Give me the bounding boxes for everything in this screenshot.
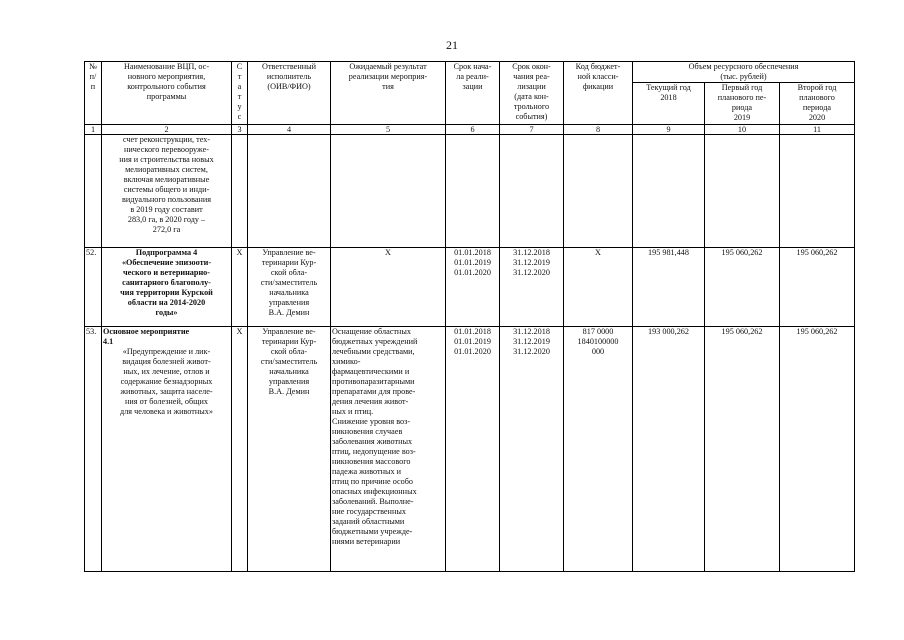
page-number: 21 bbox=[446, 38, 458, 52]
column-number: 4 bbox=[248, 125, 331, 135]
header-end: Срок окон- чания реа- лизации (дата кон- трольного события) bbox=[500, 62, 564, 125]
amount-2018-cell: 193 000,262 bbox=[633, 327, 705, 572]
table-row-53 bbox=[85, 327, 855, 572]
amount-2020-cell: 195 060,262 bbox=[780, 327, 855, 572]
header-code: Код бюджет- ной класси- фикации bbox=[564, 62, 633, 125]
column-number: 11 bbox=[780, 125, 855, 135]
main-activity-title: Основное мероприятие 4.1 bbox=[103, 327, 190, 346]
header-row-1 bbox=[85, 62, 855, 83]
table-row-52 bbox=[85, 248, 855, 327]
main-activity-name bbox=[102, 327, 232, 572]
column-number: 6 bbox=[446, 125, 500, 135]
column-number: 2 bbox=[102, 125, 232, 135]
end-date-cell: 31.12.2018 31.12.2019 31.12.2020 bbox=[500, 327, 564, 572]
status-cell: Х bbox=[232, 248, 248, 327]
executor-cell: Управление ве- теринарии Кур- ской обла- сти/заместитель начальника управления В.А. Демин bbox=[248, 327, 331, 572]
row-number: 53. bbox=[85, 327, 102, 572]
budget-code-cell: Х bbox=[564, 248, 633, 327]
result-cell: Х bbox=[331, 248, 446, 327]
amount-2019-cell: 195 060,262 bbox=[705, 327, 780, 572]
main-activity-body: «Предупреждение и лик- видация болезней живот- ных, их лечение, отлов и содержание безнадзорных животных, защита населе- ния от болезней, общих для человека и животных» bbox=[120, 347, 213, 416]
column-number: 5 bbox=[331, 125, 446, 135]
header-executor: Ответственный исполнитель (ОИВ/ФИО) bbox=[248, 62, 331, 125]
start-date-cell: 01.01.2018 01.01.2019 01.01.2020 bbox=[446, 248, 500, 327]
amount-2019-cell: 195 060,262 bbox=[705, 248, 780, 327]
table-row-continuation bbox=[85, 135, 855, 248]
amount-2018-cell: 195 981,448 bbox=[633, 248, 705, 327]
subprogram-body: «Обеспечение эпизооти- ческого и ветеринарно- санитарного благополу- чия территории Курской области на 2014-2020 годы» bbox=[120, 258, 213, 317]
row-number: 52. bbox=[85, 248, 102, 327]
subprogram-title: Подпрограмма 4 bbox=[135, 248, 198, 257]
end-date-cell: 31.12.2018 31.12.2019 31.12.2020 bbox=[500, 248, 564, 327]
column-numbers-row bbox=[85, 125, 855, 135]
header-result: Ожидаемый результат реализации мероприя- тия bbox=[331, 62, 446, 125]
column-number: 1 bbox=[85, 125, 102, 135]
amount-2020-cell: 195 060,262 bbox=[780, 248, 855, 327]
result-cell: Оснащение областных бюджетных учреждений лечебными средствами, химико- фармацевтическими и противопаразитарными препаратами для прове- дения лечения живот- ных и птиц. Снижение уровня воз- никновения случаев заболевания животных птиц, недопущение воз- никновения массового падежа животных и птиц по причине особо опасных инфекционных заболеваний. Выполне- ние государственных заданий областными бюджетными учрежде- ниями ветеринарии bbox=[331, 327, 446, 572]
continuation-name: счет реконструкции, тех- нического перевооруже- ния и строительства новых мелиоративных систем, включая мелиоративные системы общего и инди- видуального пользования в 2019 году составит 283,0 га, в 2020 году – 272,0 га bbox=[102, 135, 232, 248]
status-cell: Х bbox=[232, 327, 248, 572]
header-start: Срок нача- ла реали- зации bbox=[446, 62, 500, 125]
column-number: 3 bbox=[232, 125, 248, 135]
program-table bbox=[84, 61, 855, 572]
header-num: № п/ п bbox=[85, 62, 102, 125]
header-y2019: Первый год планового пе- риода 2019 bbox=[705, 83, 780, 125]
subprogram-name bbox=[102, 248, 232, 327]
start-date-cell: 01.01.2018 01.01.2019 01.01.2020 bbox=[446, 327, 500, 572]
executor-cell: Управление ве- теринарии Кур- ской обла- сти/заместитель начальника управления В.А. Демин bbox=[248, 248, 331, 327]
header-y2020: Второй год планового периода 2020 bbox=[780, 83, 855, 125]
column-number: 9 bbox=[633, 125, 705, 135]
column-number: 10 bbox=[705, 125, 780, 135]
header-name: Наименование ВЦП, ос- новного мероприятия, контрольного события программы bbox=[102, 62, 232, 125]
header-resources-group: Объем ресурсного обеспечения (тыс. рублей) bbox=[633, 62, 855, 83]
header-y2018: Текущий год 2018 bbox=[633, 83, 705, 125]
column-number: 8 bbox=[564, 125, 633, 135]
budget-code-cell: 817 0000 1840100000 000 bbox=[564, 327, 633, 572]
header-status: С т а т у с bbox=[232, 62, 248, 125]
column-number: 7 bbox=[500, 125, 564, 135]
